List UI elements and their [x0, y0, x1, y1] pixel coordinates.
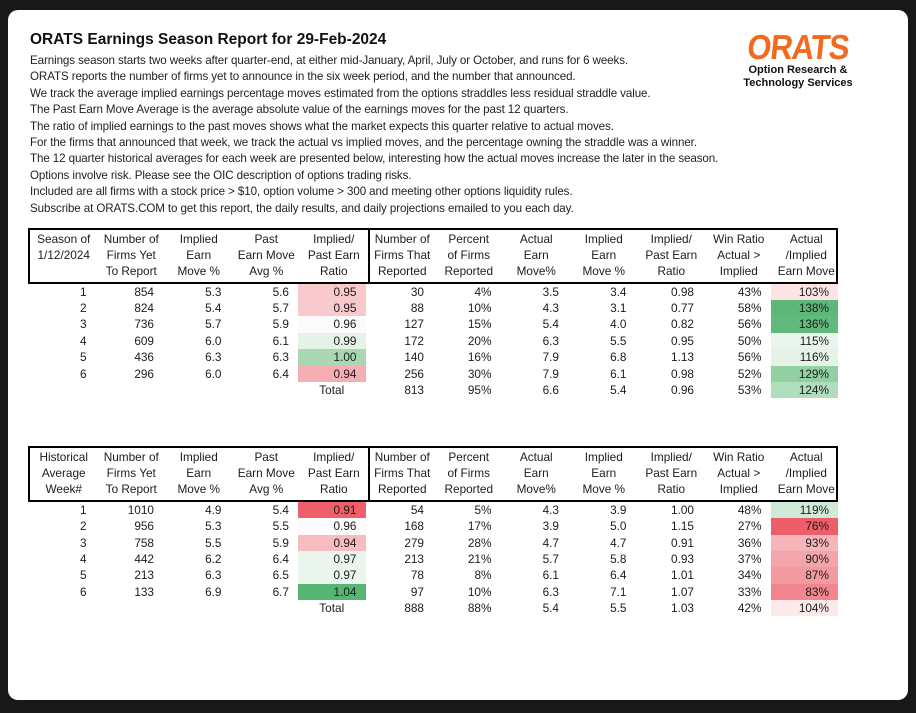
table-cell: 10% — [467, 584, 492, 599]
table-cell: 5.4 — [542, 317, 559, 332]
table-cell: 78 — [410, 568, 424, 583]
table-cell: 83% — [771, 584, 839, 600]
table-cell: 56% — [737, 350, 762, 365]
column-header-line: Past Earn — [307, 466, 360, 481]
column-header-line: Ratio — [657, 263, 686, 278]
table-cell: 48% — [737, 502, 762, 517]
table-cell: 0.77 — [671, 301, 694, 316]
table-cell: 3.1 — [610, 301, 627, 316]
table-cell: Total — [319, 600, 345, 615]
table-cell: 1010 — [127, 502, 154, 517]
table-cell: 5.5 — [272, 519, 289, 534]
table-cell: 1 — [79, 284, 87, 299]
table-cell: 6 — [79, 366, 87, 381]
column-header-line: Ratio — [657, 482, 686, 496]
column-header-line: Reported — [377, 482, 427, 496]
table-cell: 5.4 — [542, 600, 559, 615]
column-header-line: of Firms — [447, 247, 491, 262]
table-cell: 5.4 — [610, 382, 627, 397]
table-cell: 76% — [771, 518, 839, 534]
table-cell: 42% — [737, 600, 762, 615]
table-cell: 4.3 — [542, 502, 559, 517]
column-header-line: Season of — [37, 232, 91, 247]
table-cell: 1.03 — [671, 600, 694, 615]
table-cell: 0.82 — [671, 317, 694, 332]
season-table-header — [28, 228, 838, 284]
column-header-line: of Firms — [447, 466, 491, 481]
table-cell: 172 — [404, 333, 424, 348]
table-cell: 54 — [410, 502, 424, 517]
table-cell: 5.3 — [205, 519, 222, 534]
column-header-line: Earn Move — [237, 466, 295, 481]
table-cell: 0.96 — [671, 382, 694, 397]
table-cell: 758 — [134, 535, 154, 550]
table-cell — [96, 382, 164, 398]
table-cell: 4 — [79, 333, 87, 348]
table-cell: 1.07 — [671, 584, 694, 599]
column-header — [705, 230, 773, 282]
table-cell: 5.5 — [610, 600, 627, 615]
column-header-line: /Implied — [785, 247, 827, 262]
table-cell: 0.94 — [298, 535, 366, 551]
table-cell: 5.7 — [272, 301, 289, 316]
column-header-line: Actual — [789, 450, 823, 465]
table-cell: 3 — [79, 317, 87, 332]
column-header-line: /Implied — [785, 466, 827, 481]
column-header-line: Implied — [719, 263, 758, 278]
column-header-line: Implied — [584, 232, 623, 247]
column-header — [638, 230, 706, 282]
table-cell: 129% — [771, 366, 839, 382]
table-cell: 0.97 — [298, 567, 366, 583]
table-cell: 1.04 — [298, 584, 366, 600]
table-cell — [163, 382, 231, 398]
column-header-line: Win Ratio — [713, 232, 765, 247]
table-cell: 0.96 — [298, 316, 366, 332]
table-cell: 0.99 — [298, 333, 366, 349]
column-header — [773, 230, 841, 282]
table-cell: 6.6 — [542, 382, 559, 397]
column-header — [705, 448, 773, 500]
table-cell: 90% — [771, 551, 839, 567]
table-cell: 5.7 — [205, 317, 222, 332]
table-cell: 6.3 — [205, 350, 222, 365]
table-cell: 21% — [467, 551, 492, 566]
table-cell: 736 — [134, 317, 154, 332]
table-cell: 34% — [737, 568, 762, 583]
table-cell: 888 — [404, 600, 424, 615]
column-header-line: Implied/ — [650, 450, 692, 465]
intro-line: The ratio of implied earnings to the past moves shows what the market expects this quarter relative to actual moves. — [30, 119, 614, 133]
column-header — [233, 230, 301, 282]
column-header — [30, 230, 98, 282]
table-cell — [28, 600, 96, 616]
table-cell: 50% — [737, 333, 762, 348]
column-header-line: Move % — [582, 482, 626, 496]
table-cell: 0.98 — [671, 284, 694, 299]
table-cell: 6.0 — [205, 333, 222, 348]
table-cell: 5% — [474, 502, 492, 517]
column-header-line: Number of — [103, 450, 159, 465]
table-cell: 87% — [771, 567, 839, 583]
table-cell: 213 — [404, 551, 424, 566]
table-cell: 93% — [771, 535, 839, 551]
table-cell: 95% — [467, 382, 492, 397]
column-header-line: Earn Move — [777, 482, 835, 496]
intro-line: We track the average implied earnings percentage moves estimated from the options straddles less residual straddle value. — [30, 86, 651, 100]
table-cell: 0.93 — [671, 551, 694, 566]
table-cell: 6.1 — [610, 366, 627, 381]
column-header-line: Firms Yet — [106, 466, 156, 481]
column-header-line: Past Earn — [645, 466, 698, 481]
column-header-line: Earn — [186, 247, 212, 262]
column-header-line: Past — [254, 450, 279, 465]
table-cell: 0.94 — [298, 366, 366, 382]
table-cell: 33% — [737, 584, 762, 599]
column-header-line: Earn — [186, 466, 212, 481]
table-cell: 4 — [79, 551, 87, 566]
table-cell: 0.95 — [671, 333, 694, 348]
table-cell: 2 — [79, 301, 87, 316]
table-cell: 140 — [404, 350, 424, 365]
table-cell: 4.3 — [542, 301, 559, 316]
table-cell: 97 — [410, 584, 424, 599]
table-cell: 127 — [404, 317, 424, 332]
table-cell: 88% — [467, 600, 492, 615]
table-cell: 442 — [134, 551, 154, 566]
column-header-line: Past Earn — [645, 247, 698, 262]
table-cell: 5.8 — [610, 551, 627, 566]
column-header — [773, 448, 841, 500]
column-header — [368, 448, 436, 500]
table-cell: 3.9 — [610, 502, 627, 517]
column-header-line: Number of — [103, 232, 159, 247]
table-cell: 1.15 — [671, 519, 694, 534]
table-cell — [96, 600, 164, 616]
table-cell: 88 — [410, 301, 424, 316]
table-cell: 0.95 — [298, 300, 366, 316]
table-cell: 6.7 — [272, 584, 289, 599]
table-cell: 6.4 — [610, 568, 627, 583]
season-table — [28, 228, 838, 398]
table-cell: 2 — [79, 519, 87, 534]
season-table-body — [28, 284, 838, 398]
column-header-line: Past Earn — [307, 247, 360, 262]
column-header-line: Actual — [519, 450, 553, 465]
table-cell: 5.7 — [542, 551, 559, 566]
logo-tagline-line1: Option Research & — [748, 64, 848, 76]
table-cell: 36% — [737, 535, 762, 550]
table-cell: 5.9 — [272, 317, 289, 332]
column-header-line: Number of — [374, 232, 430, 247]
table-cell: 27% — [737, 519, 762, 534]
table-cell: 58% — [737, 301, 762, 316]
table-cell: 133 — [134, 584, 154, 599]
table-cell: 6.3 — [542, 333, 559, 348]
table-cell: 17% — [467, 519, 492, 534]
table-cell: 4.7 — [542, 535, 559, 550]
column-header — [435, 448, 503, 500]
table-cell — [231, 600, 299, 616]
column-header-line: Past — [254, 232, 279, 247]
column-header-line: Implied — [179, 232, 218, 247]
table-cell: 0.91 — [298, 502, 366, 518]
table-cell: 30 — [410, 284, 424, 299]
column-header — [503, 230, 571, 282]
intro-line: Included are all firms with a stock price > $10, option volume > 300 and meeting other options liquidity rules. — [30, 185, 573, 199]
column-header-line: Implied/ — [313, 450, 355, 465]
column-header-line: Actual > — [717, 466, 761, 481]
column-header — [98, 448, 166, 500]
column-header-line: Implied — [719, 482, 758, 496]
column-header-line: Ratio — [319, 263, 348, 278]
column-header-line: Historical — [39, 450, 88, 465]
table-cell: 5.4 — [272, 502, 289, 517]
table-cell: 136% — [771, 316, 839, 332]
column-header-line: To Report — [105, 482, 157, 496]
table-cell: 1.00 — [298, 349, 366, 365]
column-header-line: Reported — [377, 263, 427, 278]
column-header-line: Move% — [516, 263, 556, 278]
table-cell: 7.9 — [542, 366, 559, 381]
intro-line: The 12 quarter historical averages for each week are presented below, interesting how the actual moves increase the later in the season. — [30, 152, 719, 166]
table-cell: 3.4 — [610, 284, 627, 299]
column-header — [165, 448, 233, 500]
table-cell: 124% — [771, 382, 839, 398]
table-cell: 5.4 — [205, 301, 222, 316]
table-cell: 52% — [737, 366, 762, 381]
orats-wordmark: ORATS — [745, 27, 851, 68]
table-cell: 813 — [404, 382, 424, 397]
table-cell: Total — [319, 382, 345, 397]
table-cell: 103% — [771, 284, 839, 300]
report-content — [8, 10, 908, 616]
intro-line: Earnings season starts two weeks after quarter-end, at either mid-January, April, July or October, and runs for 6 weeks. — [30, 54, 629, 67]
table-cell: 609 — [134, 333, 154, 348]
table-cell: 168 — [404, 519, 424, 534]
table-cell: 5.3 — [205, 284, 222, 299]
table-cell: 56% — [737, 317, 762, 332]
column-header — [165, 230, 233, 282]
table-cell: 37% — [737, 551, 762, 566]
table-cell: 956 — [134, 519, 154, 534]
table-cell: 5.9 — [272, 535, 289, 550]
table-cell: 4.0 — [610, 317, 627, 332]
table-cell: 3.5 — [542, 284, 559, 299]
table-cell: 436 — [134, 350, 154, 365]
column-header-line: Number of — [374, 450, 430, 465]
column-header — [233, 448, 301, 500]
table-cell: 53% — [737, 382, 762, 397]
table-cell: 7.9 — [542, 350, 559, 365]
table-cell: 4% — [474, 284, 492, 299]
column-header-line: Win Ratio — [713, 450, 765, 465]
column-header-line: Move % — [177, 482, 221, 496]
table-cell: 5.5 — [205, 535, 222, 550]
column-header-line: Implied/ — [313, 232, 355, 247]
intro-line: Subscribe at ORATS.COM to get this report, the daily results, and daily projections emailed to you each day. — [30, 201, 574, 215]
table-cell: 5 — [79, 568, 87, 583]
table-cell: 1.00 — [671, 502, 694, 517]
column-header-line: Actual — [789, 232, 823, 247]
column-header — [570, 448, 638, 500]
column-header-line: Average — [41, 466, 86, 481]
column-header-line: Move% — [516, 482, 556, 496]
column-header-line: Move % — [177, 263, 221, 278]
table-cell: 6.4 — [272, 366, 289, 381]
column-header — [30, 448, 98, 500]
column-header-line: Avg % — [249, 482, 284, 496]
table-cell: 5 — [79, 350, 87, 365]
column-header-line: Earn — [523, 466, 549, 481]
table-cell: 6.3 — [542, 584, 559, 599]
table-cell: 6.3 — [272, 350, 289, 365]
column-header — [300, 230, 368, 282]
column-header-line: Firms Yet — [106, 247, 156, 262]
table-cell: 115% — [771, 333, 839, 349]
table-cell: 1.13 — [671, 350, 694, 365]
table-cell: 6.1 — [272, 333, 289, 348]
column-header-line: Earn — [523, 247, 549, 262]
table-cell: 28% — [467, 535, 492, 550]
table-cell: 3.9 — [542, 519, 559, 534]
column-header-line: Firms That — [374, 466, 431, 481]
table-cell: 0.98 — [671, 366, 694, 381]
table-cell: 0.96 — [298, 518, 366, 534]
column-header-line: Percent — [448, 450, 490, 465]
table-cell: 5.5 — [610, 333, 627, 348]
table-cell: 6.3 — [205, 568, 222, 583]
table-cell — [28, 382, 96, 398]
column-header — [368, 230, 436, 282]
historical-table-header — [28, 446, 838, 502]
table-cell: 6.5 — [272, 568, 289, 583]
column-header-line: Implied — [584, 450, 623, 465]
table-cell: 20% — [467, 333, 492, 348]
table-cell: 5.0 — [610, 519, 627, 534]
table-cell — [163, 600, 231, 616]
table-cell: 6.4 — [272, 551, 289, 566]
table-cell: 1 — [79, 502, 87, 517]
table-cell: 7.1 — [610, 584, 627, 599]
table-cell: 6.8 — [610, 350, 627, 365]
table-cell: 4.9 — [205, 502, 222, 517]
table-cell: 6 — [79, 584, 87, 599]
column-header-line: Move % — [582, 263, 626, 278]
table-cell: 854 — [134, 284, 154, 299]
column-header-line: Earn Move — [237, 247, 295, 262]
table-cell: 8% — [474, 568, 492, 583]
table-cell: 1.01 — [671, 568, 694, 583]
table-cell: 16% — [467, 350, 492, 365]
intro-line: ORATS reports the number of firms yet to announce in the six week period, and the number that announced. — [30, 70, 576, 84]
report-page — [8, 10, 908, 700]
column-header — [435, 230, 503, 282]
table-cell: 279 — [404, 535, 424, 550]
historical-average-table — [28, 446, 838, 616]
column-header-line: Reported — [444, 263, 494, 278]
column-header — [98, 230, 166, 282]
intro-line: For the firms that announced that week, we track the actual vs implied moves, and the percentage owning the straddle was a winner. — [30, 136, 697, 150]
table-cell: 213 — [134, 568, 154, 583]
column-header-line: Earn Move — [777, 263, 835, 278]
table-cell: 104% — [771, 600, 839, 616]
table-cell: 10% — [467, 301, 492, 316]
column-header-line: 1/12/2024 — [37, 247, 90, 262]
column-header — [638, 448, 706, 500]
table-cell: 3 — [79, 535, 87, 550]
column-header — [503, 448, 571, 500]
table-cell: 296 — [134, 366, 154, 381]
column-header-line: Implied — [179, 450, 218, 465]
table-cell: 5.6 — [272, 284, 289, 299]
column-header-line: Earn — [591, 466, 617, 481]
table-cell: 0.91 — [671, 535, 694, 550]
column-header-line: Actual — [519, 232, 553, 247]
column-header — [300, 448, 368, 500]
column-header-line: Avg % — [249, 263, 284, 278]
table-cell: 4.7 — [610, 535, 627, 550]
logo-tagline-line2: Technology Services — [743, 76, 853, 89]
table-cell: 256 — [404, 366, 424, 381]
column-header-line: To Report — [105, 263, 157, 278]
table-cell: 116% — [771, 349, 839, 365]
page-title: ORATS Earnings Season Report for 29-Feb-2024 — [30, 31, 387, 48]
table-cell: 6.0 — [205, 366, 222, 381]
intro-line: The Past Earn Move Average is the average absolute value of the earnings moves for the past 12 quarters. — [30, 103, 569, 117]
column-header-line: Ratio — [319, 482, 348, 496]
column-header — [570, 230, 638, 282]
historical-table-body — [28, 502, 838, 616]
column-header-line: Percent — [448, 232, 490, 247]
table-cell: 6.2 — [205, 551, 222, 566]
table-cell — [231, 382, 299, 398]
table-cell: 6.1 — [542, 568, 559, 583]
column-header-line: Week# — [45, 482, 82, 496]
column-header-line: Earn — [591, 247, 617, 262]
column-header-line: Actual > — [717, 247, 761, 262]
table-cell: 138% — [771, 300, 839, 316]
table-cell: 6.9 — [205, 584, 222, 599]
table-cell: 30% — [467, 366, 492, 381]
orats-logo — [728, 27, 868, 89]
table-cell: 15% — [467, 317, 492, 332]
table-cell: 43% — [737, 284, 762, 299]
table-cell: 0.97 — [298, 551, 366, 567]
table-cell: 0.95 — [298, 284, 366, 300]
column-header-line: Firms That — [374, 247, 431, 262]
intro-line: Options involve risk. Please see the OIC description of options trading risks. — [30, 168, 412, 182]
table-cell: 119% — [771, 502, 839, 518]
column-header-line: Implied/ — [650, 232, 692, 247]
column-header-line: Reported — [444, 482, 494, 496]
table-cell: 824 — [134, 301, 154, 316]
